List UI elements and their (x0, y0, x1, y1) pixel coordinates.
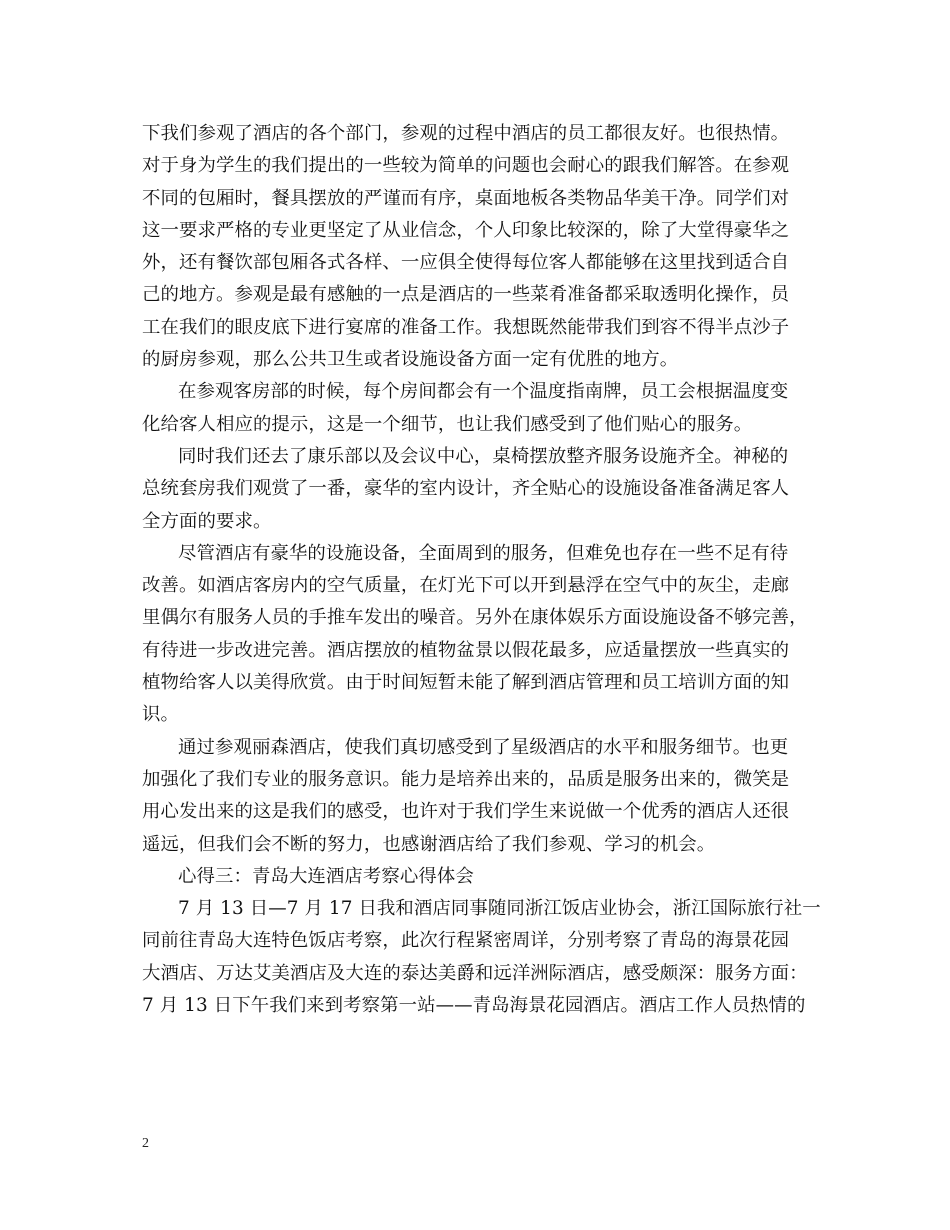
text-line: 下我们参观了酒店的各个部门，参观的过程中酒店的员工都很友好。也很热情。 (142, 123, 790, 144)
text-line: 己的地方。参观是最有感触的一点是酒店的一些菜肴准备都采取透明化操作，员 (142, 284, 790, 306)
text-line: 里偶尔有服务人员的手推车发出的噪音。另外在康体娱乐方面设施设备不够完善， (142, 607, 808, 629)
page-number: 2 (142, 1136, 149, 1151)
text-line: 大酒店、万达艾美酒店及大连的泰达美爵和远洋洲际酒店，感受颇深：服务方面： (142, 962, 808, 984)
text-line: 不同的包厢时，餐具摆放的严谨而有序，桌面地板各类物品华美干净。同学们对 (142, 187, 790, 209)
text-line: 总统套房我们观赏了一番，豪华的室内设计，齐全贴心的设施设备准备满足客人 (142, 478, 790, 500)
text-line: 化给客人相应的提示，这是一个细节，也让我们感受到了他们贴心的服务。 (142, 413, 753, 435)
text-line: 有待进一步改进完善。酒店摆放的植物盆景以假花最多，应适量摆放一些真实的 (142, 639, 790, 661)
text-line: 加强化了我们专业的服务意识。能力是培养出来的，品质是服务出来的，微笑是 (142, 768, 790, 790)
text-line: 7 月 13 日下午我们来到考察第一站——青岛海景花园酒店。酒店工作人员热情的 (142, 995, 806, 1017)
text-line: 在参观客房部的时候，每个房间都会有一个温度指南牌，员工会根据温度变 (178, 381, 789, 403)
text-line: 植物给客人以美得欣赏。由于时间短暂未能了解到酒店管理和员工培训方面的知 (142, 672, 790, 694)
text-line: 识。 (142, 704, 179, 726)
section-heading: 心得三：青岛大连酒店考察心得体会 (178, 865, 474, 887)
text-line: 对于身为学生的我们提出的一些较为简单的问题也会耐心的跟我们解答。在参观 (142, 155, 790, 177)
text-line: 遥远，但我们会不断的努力，也感谢酒店给了我们参观、学习的机会。 (142, 833, 716, 855)
text-line: 工在我们的眼皮底下进行宴席的准备工作。我想既然能带我们到容不得半点沙子 (142, 316, 790, 338)
text-line: 尽管酒店有豪华的设施设备，全面周到的服务，但难免也存在一些不足有待 (178, 542, 789, 564)
text-line: 这一要求严格的专业更坚定了从业信念，个人印象比较深的，除了大堂得豪华之 (142, 219, 790, 241)
text-line: 改善。如酒店客房内的空气质量，在灯光下可以开到悬浮在空气中的灰尘，走廊 (142, 575, 790, 597)
body-text (142, 118, 822, 1022)
text-line: 外，还有餐饮部包厢各式各样、一应俱全使得每位客人都能够在这里找到适合自 (142, 252, 790, 274)
text-line: 用心发出来的这是我们的感受，也许对于我们学生来说做一个优秀的酒店人还很 (142, 801, 790, 823)
text-line: 全方面的要求。 (142, 510, 272, 532)
text-line: 的厨房参观，那么公共卫生或者设施设备方面一定有优胜的地方。 (142, 349, 679, 371)
text-line: 同前往青岛大连特色饭店考察，此次行程紧密周详，分别考察了青岛的海景花园 (142, 930, 790, 952)
text-line: 同时我们还去了康乐部以及会议中心，桌椅摆放整齐服务设施齐全。神秘的 (178, 445, 789, 467)
text-line: 通过参观丽森酒店，使我们真切感受到了星级酒店的水平和服务细节。也更 (178, 736, 789, 758)
text-line: 7 月 13 日—7 月 17 日我和酒店同事随同浙江饭店业协会，浙江国际旅行社一 (178, 898, 821, 920)
